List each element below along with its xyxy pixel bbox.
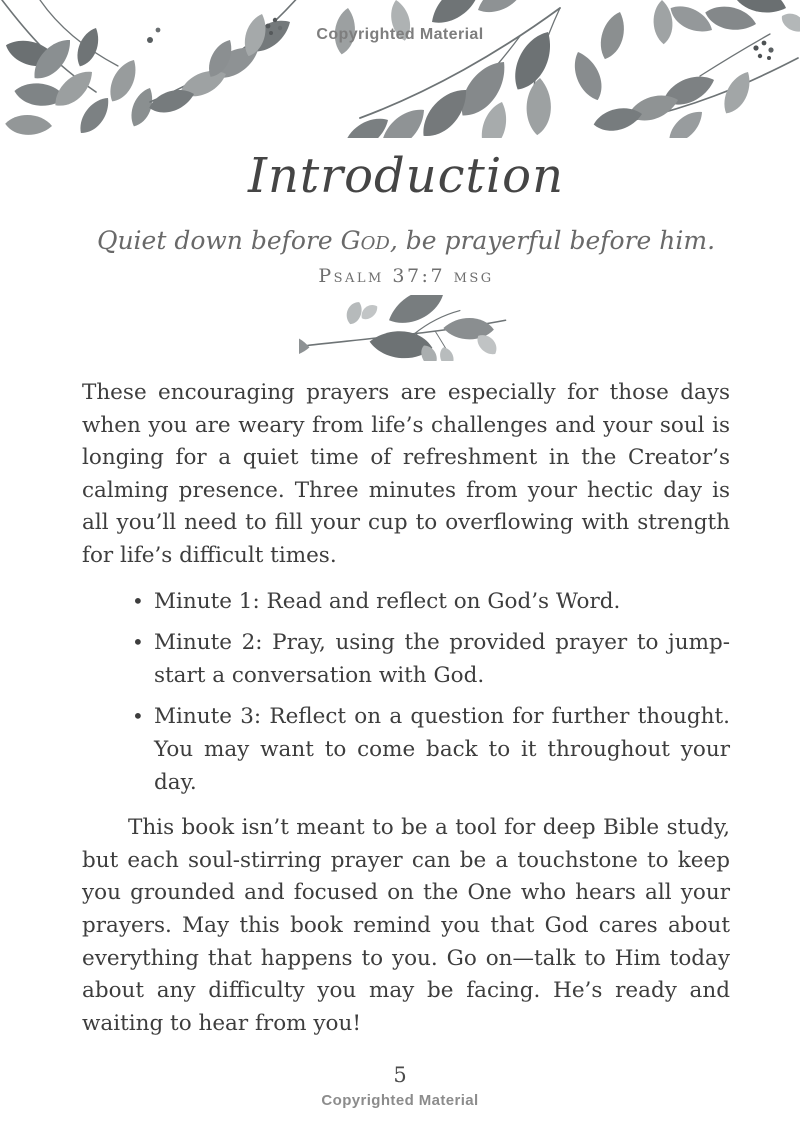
scripture-reference: Psalm 37:7 msg (318, 265, 494, 288)
quote-text: Quiet down before (96, 225, 341, 255)
epigraph-quote (82, 225, 730, 256)
page-number: 5 (393, 1063, 407, 1087)
page-title: Introduction (248, 148, 564, 204)
page-footer (0, 1063, 800, 1109)
copyright-watermark-top: Copyrighted Material (316, 26, 484, 43)
quote-text-end: , be prayerful before him. (389, 225, 716, 255)
leaf-sprig-icon (299, 295, 514, 361)
copyright-watermark-bottom: Copyrighted Material (321, 1092, 479, 1109)
minute-list (132, 586, 730, 800)
list-item-minute-1: • Minute 1: Read and reflect on God’s Word. (132, 586, 730, 619)
body-paragraph-2: This book isn’t meant to be a tool for deep Bible study, but each soul-stirring prayer can be a touchstone to keep you grounded and focused on the One who hears all your prayers. May this book remind you that God cares about everything that happens to you. Go on—talk to Him today about any difficulty you may be facing. He’s ready and waiting to hear from you! (82, 815, 730, 1036)
body-paragraph-1: These encouraging prayers are especially for those days when you are weary from life’s challenges and your soul is longing for a quiet time of refreshment in the Creator’s calming presence. Three minutes from your hectic day is all you’ll need to fill your cup to overflowing with strength for life’s difficult times. (82, 380, 730, 569)
quote-deity-smallcaps: God (340, 225, 390, 255)
divider (82, 295, 730, 365)
list-item-minute-2: • Minute 2: Pray, using the provided prayer to jump-start a conversation with God. (132, 627, 730, 692)
list-item-minute-3: • Minute 3: Reflect on a question for further thought. You may want to come back to it throughout your day. (132, 701, 730, 799)
